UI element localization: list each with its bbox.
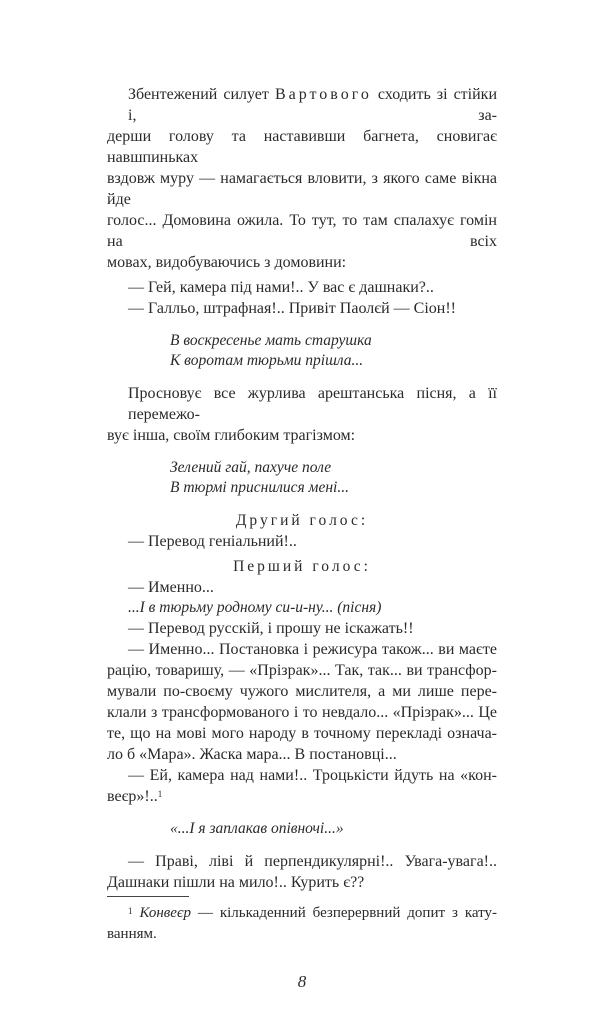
footnote-line: ванням. xyxy=(107,926,157,942)
poem-line: В воскресенье мать старушка xyxy=(170,332,372,349)
text-line: Збентежений силует Вартового сходить зі стійки і, за- xyxy=(128,86,497,124)
spaced-name: Вартового xyxy=(274,86,372,103)
footnote: $^1$ Конвеєр — кількаденний безперервний допит з кату- xyxy=(128,905,497,921)
text-line: рацію, товаришу, — «Прізрак»... Так, так... ви трансфор- xyxy=(107,662,497,679)
text-line: вує інша, своїм глибоким трагізмом: xyxy=(107,427,356,444)
text-line: — Ей, камера над нами!.. Троцькісти йдуть на «кон- xyxy=(128,767,497,784)
poem-line: «...І я заплакав опівночі...» xyxy=(170,820,344,837)
book-page xyxy=(107,0,497,1023)
text-line: мували по-своєму чужого мислителя, а ми лише пере- xyxy=(107,683,497,700)
footnote-divider xyxy=(107,896,189,897)
song-line: ...І в тюрьму родному си-и-ну... (пісня) xyxy=(128,599,382,616)
dialog-line: — Перевод геніальний!.. xyxy=(128,533,297,550)
text-line: клали з трансформованого і то невдало... «Прізрак»... Це xyxy=(107,704,497,721)
text-line: те, що на мові мого народу в точному перекладі означа- xyxy=(107,725,497,742)
dialog-line: — Перевод русскій, і прошу не іскажать!! xyxy=(128,620,414,637)
page-number: 8 xyxy=(297,972,307,991)
dialog-line: — Именно... xyxy=(128,579,214,596)
poem-line: Зелений гай, пахуче поле xyxy=(170,459,332,476)
dialog-line: Дашнаки пішли на мило!.. Курить є?? xyxy=(107,874,365,891)
text-line: ло б «Мара». Жаска мара... В постановці... xyxy=(107,746,397,763)
poem-line: В тюрмі приснилися мені... xyxy=(170,479,349,496)
text-line: веєр»!..$^1$ xyxy=(107,788,163,805)
dialog-line: — Праві, ліві й перпендикулярні!.. Увага-увага!.. xyxy=(128,853,497,870)
text-line: — Именно... Постановка і режисура також... ви маєте xyxy=(128,641,497,658)
speaker-heading: Перший голос: xyxy=(233,558,371,575)
text-line: вздовж муру — намагається вловити, з якого саме вікна йде xyxy=(107,170,497,208)
footnote-ref: 1 xyxy=(157,789,163,799)
text-line: дерши голову та наставивши багнета, сновигає навшпиньках xyxy=(107,128,497,166)
dialog-line: — Галльо, штрафная!.. Привіт Паолєй — Сіон!! xyxy=(128,300,456,317)
dialog-line: — Гей, камера під нами!.. У вас є дашнаки?.. xyxy=(128,279,434,296)
text-line: голос... Домовина ожила. То тут, то там спалахує гомін на всіх xyxy=(107,212,497,250)
poem-line: К воротам тюрьми прішла... xyxy=(170,352,364,369)
text-line: мовах, видобуваючись з домовини: xyxy=(107,254,347,271)
speaker-heading: Другий голос: xyxy=(235,512,369,529)
text-line: Просновує все журлива арештанська пісня, а її перемежо- xyxy=(128,385,497,423)
